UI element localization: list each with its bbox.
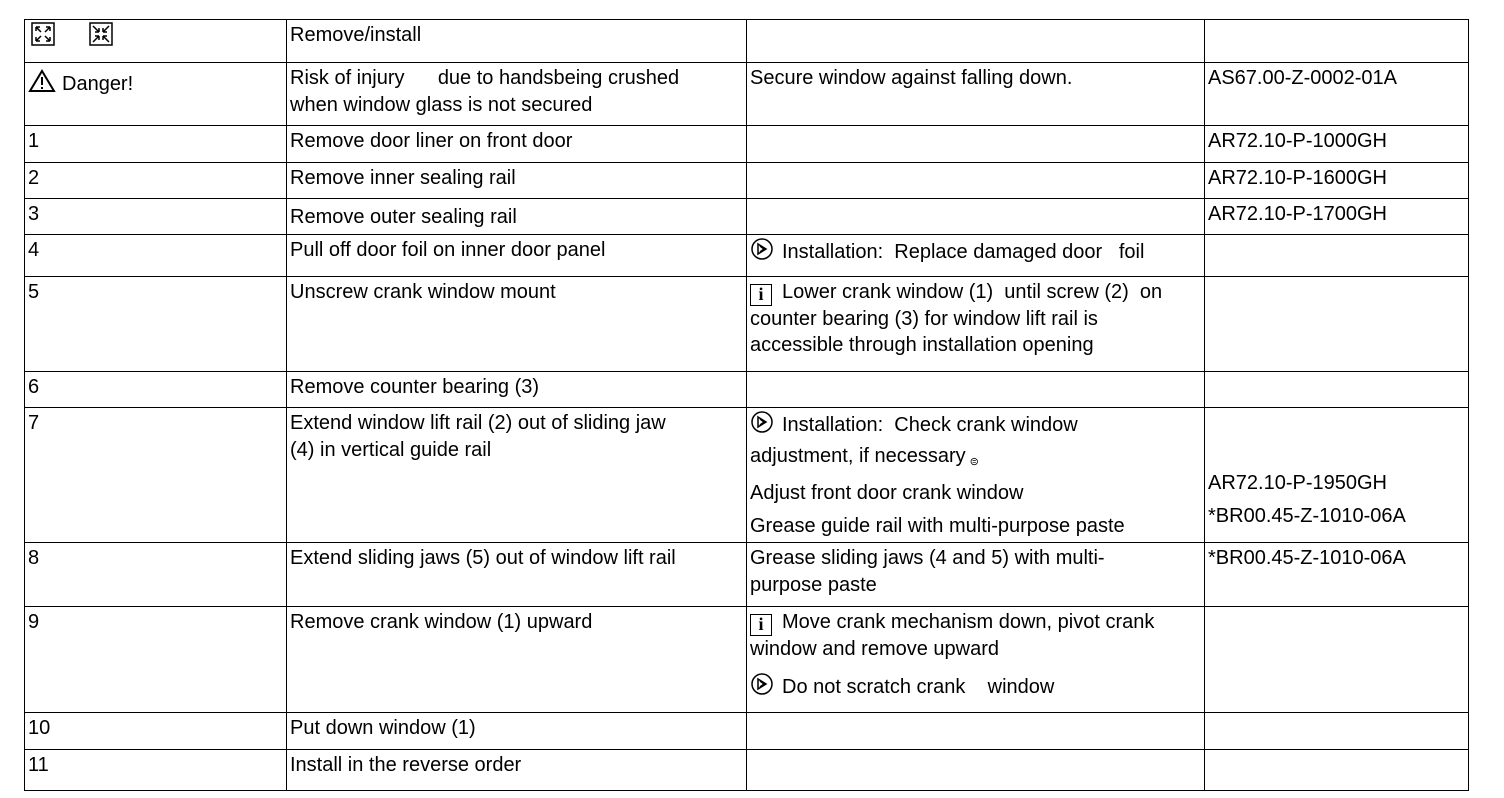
danger-reference: AS67.00-Z-0002-01A [1205, 63, 1469, 126]
sub-step: Adjust front door crank window [750, 482, 1024, 504]
table-row [25, 20, 1469, 63]
step-reference: *BR00.45-Z-1010-06A [1205, 543, 1469, 607]
install-icon [89, 22, 113, 54]
step-note: counter bearing (3) for window lift rail is [750, 308, 1098, 330]
risk-text: when window glass is not secured [290, 94, 593, 116]
table-row [25, 713, 1469, 750]
step-number: 8 [25, 543, 287, 607]
header-action: Remove/install [287, 20, 747, 63]
step-reference: AR72.10-P-1600GH [1205, 163, 1469, 199]
step-number: 5 [25, 277, 287, 372]
remove-icon [31, 22, 55, 54]
sub-step: Grease guide rail with multi-purpose paste [750, 515, 1125, 537]
step-text: Remove inner sealing rail [287, 163, 747, 199]
danger-label: Danger! [62, 73, 134, 95]
step-number: 10 [25, 713, 287, 750]
procedure-table [24, 19, 1469, 791]
step-text: Install in the reverse order [287, 750, 747, 791]
step-note: Do not scratch crank window [782, 676, 1055, 698]
table-row [25, 543, 1469, 607]
step-note: Move crank mechanism down, pivot crank [782, 611, 1155, 633]
table-row [25, 163, 1469, 199]
info-icon: i [750, 614, 772, 636]
step-note: Grease sliding jaws (4 and 5) with multi- [750, 547, 1105, 569]
step-number: 11 [25, 750, 287, 791]
info-icon: i [750, 284, 772, 306]
step-number: 3 [25, 199, 287, 235]
step-number: 7 [25, 408, 287, 543]
step-text: Extend window lift rail (2) out of sliding jaw [290, 412, 666, 434]
step-number: 2 [25, 163, 287, 199]
step-reference: *BR00.45-Z-1010-06A [1208, 505, 1406, 527]
step-number: 4 [25, 235, 287, 277]
risk-text: Risk of injury due to handsbeing crushed [290, 67, 680, 89]
step-text: Remove crank window (1) upward [287, 607, 747, 713]
table-row [25, 235, 1469, 277]
warning-triangle-icon [28, 69, 56, 101]
step-number: 1 [25, 126, 287, 163]
step-text: Remove outer sealing rail [287, 199, 747, 235]
step-text: Remove door liner on front door [287, 126, 747, 163]
step-text: Pull off door foil on inner door panel [287, 235, 747, 277]
step-note: purpose paste [750, 574, 877, 596]
installation-icon [750, 410, 774, 442]
step-note: Installation: Check crank window [782, 414, 1078, 436]
step-text: Extend sliding jaws (5) out of window lift rail [287, 543, 747, 607]
table-row [25, 408, 1469, 543]
step-note: window and remove upward [750, 638, 1000, 660]
step-note: Installation: Replace damaged door foil [782, 241, 1145, 263]
table-row [25, 277, 1469, 372]
step-text: (4) in vertical guide rail [290, 439, 492, 461]
remove-install-icons [25, 20, 287, 63]
table-row [25, 372, 1469, 408]
table-row [25, 63, 1469, 126]
step-text: Remove counter bearing (3) [287, 372, 747, 408]
step-number: 6 [25, 372, 287, 408]
step-text: Put down window (1) [287, 713, 747, 750]
step-reference: AR72.10-P-1000GH [1205, 126, 1469, 163]
installation-icon [750, 672, 774, 703]
step-note: adjustment, if necessary [750, 445, 966, 467]
table-row [25, 126, 1469, 163]
step-text: Unscrew crank window mount [287, 277, 747, 372]
step-number: 9 [25, 607, 287, 713]
table-row [25, 199, 1469, 235]
step-note: accessible through installation opening [750, 334, 1094, 356]
step-reference: AR72.10-P-1950GH [1208, 472, 1387, 494]
link-icon: ⊜ [969, 456, 979, 468]
step-note: Lower crank window (1) until screw (2) on [782, 281, 1163, 303]
installation-icon [750, 237, 774, 269]
step-reference: AR72.10-P-1700GH [1205, 199, 1469, 235]
table-row [25, 750, 1469, 791]
danger-measure: Secure window against falling down. [747, 63, 1205, 126]
table-row [25, 607, 1469, 713]
